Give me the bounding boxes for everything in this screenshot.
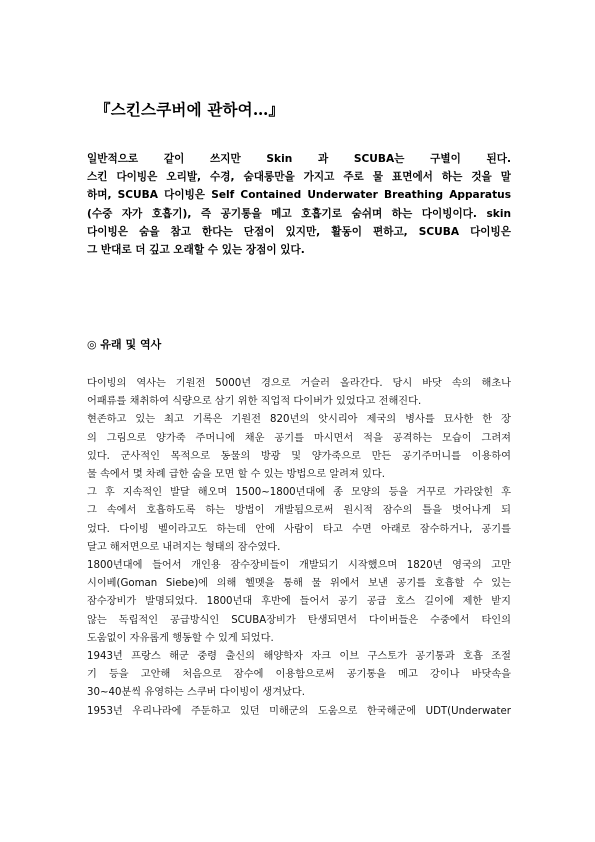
history-line: 1953년 우리나라에 주둔하고 있던 미해군의 도움으로 한국해군에 UDT(Underwater [87,705,511,717]
history-line: 현존하고 있는 최고 기록은 기원전 820년의 앗시리아 제국의 병사를 묘사한 한 장 [87,414,511,426]
history-line: 그 후 지속적인 발달 해오며 1500~1800년대에 종 모양의 등을 거꾸로 가라앉힌 후 [87,487,511,499]
history-line: 었다. 다이빙 벨이라고도 하는데 안에 사람이 타고 수면 아래로 잠수하거나, 공기를 [87,523,511,535]
history-line: 물 속에서 몇 차례 급한 숨을 모면 할 수 있는 방법으로 알려져 있다. [87,469,385,481]
intro-line: 그 반대로 더 깊고 오래할 수 있는 장점이 있다. [87,244,305,257]
history-line: 달고 해저면으로 내려지는 형태의 잠수였다. [87,541,281,553]
intro-paragraph [87,150,511,259]
intro-line: 일반적으로 같이 쓰지만 Skin 과 SCUBA는 구별이 된다. [87,153,511,165]
history-line: 시이베(Goman Siebe)에 의해 헬멧을 통해 물 위에서 보낸 공기를 호흡할 수 있는 [87,578,511,590]
history-line: 1800년대에 들어서 개인용 잠수장비들이 개발되기 시작했으며 1820년 영국의 고만 [87,560,511,572]
history-paragraph [87,375,511,721]
history-line: 의 그림으로 양가죽 주머니에 채운 공기를 마시면서 적을 공격하는 모습이 그려져 [87,432,511,444]
history-line: 다이빙의 역사는 기원전 5000년 경으로 거슬러 올라간다. 당시 바닷 속의 해초나 [87,378,511,389]
intro-line: 스킨 다이빙은 오리발, 수경, 숨대롱만을 가지고 주로 물 표면에서 하는 것을 말 [87,171,511,184]
history-line: 어패류를 채취하여 식량으로 삼기 위한 직업적 다이버가 있었다고 전해진다. [87,396,422,408]
document-title: 『스킨스쿠버에 관하여…』 [95,100,285,119]
history-line: 1943년 프랑스 해군 중령 출신의 해양학자 자크 이브 구스토가 공기통과 호흡 조절 [87,651,511,663]
history-line: 않는 독립적인 공급방식인 SCUBA장비가 탄생되면서 다이버들은 수중에서 타인의 [87,614,511,626]
history-line: 있다. 군사적인 목적으로 동물의 방광 및 양가죽으로 만든 공기주머니를 이용하여 [87,450,511,462]
intro-line: (수중 자가 호흡기), 즉 공기통을 메고 호흡기로 숨쉬며 하는 다이빙이다. skin [87,207,511,220]
history-line: 그 속에서 호흡하도록 하는 방법이 개발됨으로써 원시적 잠수의 틀을 벗어나게 되 [87,505,511,517]
history-line: 잠수장비가 발명되었다. 1800년대 후반에 들어서 공기 공급 호스 길이에 제한 받지 [87,596,511,608]
history-line: 30~40분씩 유영하는 스쿠버 다이빙이 생겨났다. [87,687,305,699]
history-line: 기 등을 고안해 처음으로 잠수에 이용함으로써 공기통을 메고 강이나 바닷속을 [87,669,511,681]
history-line: 도움없이 자유롭게 행동할 수 있게 되었다. [87,632,274,644]
section-heading: ◎ 유래 및 역사 [87,338,162,351]
intro-line: 다이빙은 숨을 참고 한다는 단점이 있지만, 활동이 편하고, SCUBA 다이빙은 [87,225,511,238]
intro-line: 하며, SCUBA 다이빙은 Self Contained Underwater Breathing Apparatus [87,189,511,202]
